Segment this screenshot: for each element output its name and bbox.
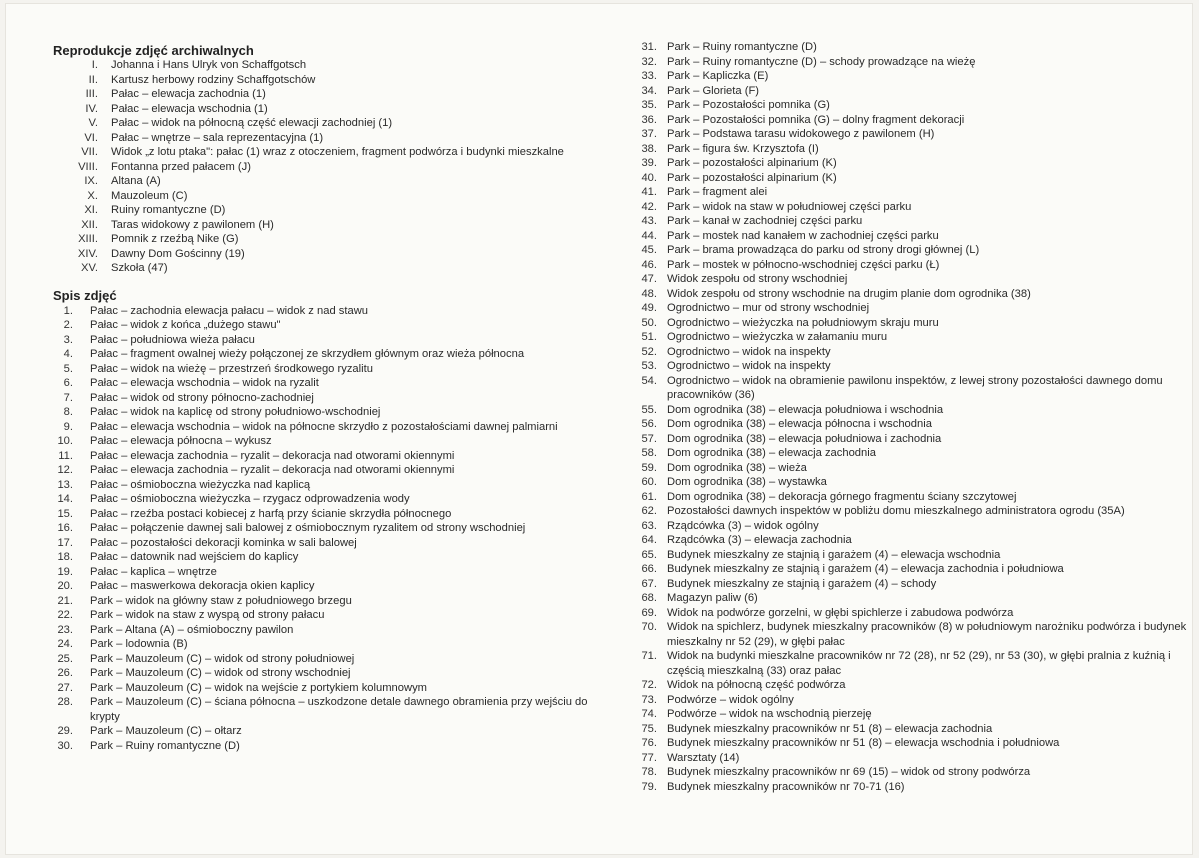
archive-item <box>53 116 613 131</box>
item-number: 17. <box>57 536 73 549</box>
item-number: V. <box>88 117 98 129</box>
photo-list-item <box>631 330 1196 345</box>
item-text: Pałac – datownik nad wejściem do kaplicy <box>90 551 299 563</box>
item-number: VII. <box>81 146 98 158</box>
item-text: Budynek mieszkalny pracowników nr 69 (15) – widok od strony podwórza <box>667 766 1031 778</box>
item-text: Pałac – widok od strony północno-zachodniej <box>90 391 314 404</box>
item-number: 68. <box>641 592 657 604</box>
item-text: Park – brama prowadząca do parku od strony drogi głównej (L) <box>667 244 980 256</box>
photo-list-item <box>631 577 1196 592</box>
item-number: 57. <box>641 432 657 445</box>
item-number: 75. <box>641 722 657 735</box>
item-text: Park – pozostałości alpinarium (K) <box>667 157 837 169</box>
item-text: Park – Mauzoleum (C) – widok od strony wschodniej <box>90 667 351 679</box>
photo-list-item <box>631 432 1196 447</box>
photo-list-item <box>631 171 1196 186</box>
item-text: Dom ogrodnika (38) – elewacja zachodnia <box>667 447 876 459</box>
item-text: Rządcówka (3) – widok ogólny <box>667 519 819 532</box>
item-text: Park – widok na główny staw z południowego brzegu <box>90 594 352 607</box>
archive-list <box>53 58 613 276</box>
item-number: XII. <box>81 218 98 231</box>
photo-list-item <box>53 362 613 377</box>
item-text: Pałac – pozostałości dekoracji kominka w sali balowej <box>90 536 357 549</box>
item-text: Ogrodnictwo – wieżyczka w załamaniu muru <box>667 331 888 343</box>
item-number: 2. <box>63 319 73 331</box>
item-number: 77. <box>641 751 657 764</box>
photo-list-item <box>631 780 1196 795</box>
item-number: 31. <box>641 41 657 53</box>
archive-item <box>53 58 613 73</box>
item-text: Magazyn paliw (6) <box>667 592 758 604</box>
item-number: 38. <box>641 142 657 155</box>
item-number: 1. <box>63 304 73 317</box>
photo-list-item <box>53 724 613 739</box>
item-text: Budynek mieszkalny pracowników nr 51 (8) – elewacja wschodnia i południowa <box>667 737 1060 749</box>
item-text: Park – Pozostałości pomnika (G) <box>667 99 830 111</box>
item-text: Rządcówka (3) – elewacja zachodnia <box>667 534 852 546</box>
archive-item <box>53 189 613 204</box>
photo-list-item <box>53 318 613 333</box>
photo-list-item <box>53 507 613 522</box>
item-number: 54. <box>641 374 657 387</box>
item-number: 79. <box>641 780 657 793</box>
photo-list-item <box>631 519 1196 534</box>
item-text: Dom ogrodnika (38) – elewacja północna i wschodnia <box>667 418 932 430</box>
item-number: 61. <box>641 490 657 503</box>
item-text: Park – Mauzoleum (C) – widok na wejście z portykiem kolumnowym <box>90 681 427 694</box>
item-number: IX. <box>84 175 98 187</box>
item-number: X. <box>87 189 98 202</box>
item-text: Dom ogrodnika (38) – dekoracja górnego fragmentu ściany szczytowej <box>667 490 1017 503</box>
photo-list-item <box>631 751 1196 766</box>
item-number: II. <box>88 73 98 86</box>
item-number: 11. <box>58 449 73 462</box>
item-number: XI. <box>84 204 98 216</box>
item-text: Pałac – połączenie dawnej sali balowej z ośmiobocznym ryzalitem od strony wschodniej <box>90 522 526 534</box>
item-number: 26. <box>57 667 73 679</box>
archive-item <box>53 87 613 102</box>
item-number: 42. <box>641 200 657 213</box>
item-text: Pałac – zachodnia elewacja pałacu – widok z nad stawu <box>90 304 368 317</box>
photo-list-item <box>631 678 1196 693</box>
item-number: 43. <box>641 215 657 227</box>
item-text: Pałac – widok na północną część elewacji zachodniej (1) <box>111 117 393 129</box>
item-text: Warsztaty (14) <box>667 751 740 764</box>
item-number: 30. <box>57 739 73 752</box>
archive-item <box>53 261 613 276</box>
item-text: Pałac – południowa wieża pałacu <box>90 333 255 346</box>
item-number: 51. <box>641 331 657 343</box>
photo-list-item <box>631 316 1196 331</box>
photo-list-item <box>631 55 1196 70</box>
item-text: Pałac – elewacja północna – wykusz <box>90 435 272 447</box>
item-number: 56. <box>641 418 657 430</box>
item-number: 48. <box>641 287 657 300</box>
document-page <box>6 4 1192 854</box>
item-number: 39. <box>641 157 657 169</box>
photo-list-item <box>631 200 1196 215</box>
item-text: Park – figura św. Krzysztofa (I) <box>667 142 819 155</box>
item-text: Taras widokowy z pawilonem (H) <box>111 218 274 231</box>
item-number: 7. <box>63 391 73 404</box>
item-number: 40. <box>641 171 657 184</box>
photo-list-item <box>631 345 1196 360</box>
item-number: 28. <box>57 696 73 708</box>
left-column <box>53 43 613 753</box>
item-text: Budynek mieszkalny ze stajnią i garażem (4) – elewacja zachodnia i południowa <box>667 563 1064 575</box>
item-number: 35. <box>641 99 657 111</box>
item-number: 32. <box>641 55 657 68</box>
photo-list-item <box>631 127 1196 142</box>
photo-list-item <box>53 565 613 580</box>
item-text: Widok na północną część podwórza <box>667 679 846 691</box>
photo-list-item <box>631 736 1196 751</box>
photo-list-item <box>53 550 613 565</box>
item-text: Widok zespołu od strony wschodnie na drugim planie dom ogrodnika (38) <box>667 287 1031 300</box>
photo-list-item <box>53 304 613 319</box>
item-text: Park – pozostałości alpinarium (K) <box>667 171 837 184</box>
photo-list-item <box>53 739 613 754</box>
item-number: 45. <box>641 244 657 256</box>
item-text: Pałac – elewacja wschodnia (1) <box>111 102 268 115</box>
item-text: Pałac – widok z końca „dużego stawu" <box>90 319 281 331</box>
item-text: Pałac – elewacja zachodnia (1) <box>111 88 266 100</box>
item-number: 72. <box>641 679 657 691</box>
item-text: Dom ogrodnika (38) – wystawka <box>667 476 827 488</box>
item-text: Pałac – elewacja wschodnia – widok na północne skrzydło z pozostałościami dawnej palmiarni <box>90 420 558 433</box>
item-text: Pałac – kaplica – wnętrze <box>90 565 217 578</box>
item-number: 44. <box>641 229 657 242</box>
photo-list-item <box>53 478 613 493</box>
item-number: 65. <box>641 548 657 561</box>
archive-item <box>53 73 613 88</box>
photo-list-item <box>631 606 1196 621</box>
item-text: Ogrodnictwo – wieżyczka na południowym skraju muru <box>667 316 939 329</box>
archive-item <box>53 174 613 189</box>
item-text: Ruiny romantyczne (D) <box>111 204 226 216</box>
item-text: Widok na budynki mieszkalne pracowników nr 72 (28), nr 52 (29), nr 53 (30), w głębi pralnia z kuźnią i częścią mieszkalną (33) oraz pałac <box>667 650 1171 677</box>
photo-list-item <box>53 521 613 536</box>
item-number: 62. <box>641 505 657 517</box>
item-text: Park – widok na staw z wyspą od strony pałacu <box>90 609 325 621</box>
item-text: Park – kanał w zachodniej części parku <box>667 215 863 227</box>
photo-list-item <box>53 347 613 362</box>
item-number: 70. <box>641 621 657 633</box>
photo-list-item <box>53 449 613 464</box>
item-text: Fontanna przed pałacem (J) <box>111 160 251 173</box>
item-number: 55. <box>641 403 657 416</box>
item-number: 63. <box>641 519 657 532</box>
item-number: 64. <box>641 534 657 546</box>
item-text: Podwórze – widok ogólny <box>667 693 794 706</box>
photo-list-item <box>53 492 613 507</box>
photo-list-item <box>631 475 1196 490</box>
photo-list-item <box>631 185 1196 200</box>
item-number: 73. <box>641 693 657 706</box>
photo-list-item <box>631 156 1196 171</box>
item-text: Park – lodownia (B) <box>90 638 188 650</box>
item-text: Widok na spichlerz, budynek mieszkalny pracowników (8) w południowym narożniku podwórza i budynek mieszkalny nr 52 (29), w głębi pałac <box>667 621 1187 648</box>
photo-list-item <box>631 214 1196 229</box>
item-number: XIII. <box>78 233 98 245</box>
item-number: 36. <box>641 113 657 126</box>
item-text: Budynek mieszkalny ze stajnią i garażem (4) – schody <box>667 577 937 590</box>
item-number: 23. <box>57 623 73 636</box>
photo-list-item <box>631 417 1196 432</box>
item-text: Pomnik z rzeźbą Nike (G) <box>111 233 239 245</box>
item-text: Ogrodnictwo – widok na inspekty <box>667 345 831 358</box>
photo-list-item <box>631 490 1196 505</box>
item-text: Pałac – fragment owalnej wieży połączonej ze skrzydłem głównym oraz wieża północna <box>90 348 525 360</box>
item-number: 27. <box>57 681 73 694</box>
item-number: 16. <box>57 522 73 534</box>
item-text: Pałac – ośmioboczna wieżyczka – rzygacz odprowadzenia wody <box>90 493 410 505</box>
item-text: Park – Mauzoleum (C) – ołtarz <box>90 725 242 737</box>
photo-list-item <box>631 649 1196 678</box>
item-text: Park – Ruiny romantyczne (D) <box>90 739 240 752</box>
photo-list-item <box>631 765 1196 780</box>
photo-list-item <box>631 722 1196 737</box>
item-text: Widok zespołu od strony wschodniej <box>667 273 848 285</box>
item-number: 74. <box>641 708 657 720</box>
item-number: 49. <box>641 302 657 314</box>
item-number: 10. <box>57 435 73 447</box>
item-number: 52. <box>641 345 657 358</box>
photo-list-item <box>631 142 1196 157</box>
photo-list-item <box>631 562 1196 577</box>
photo-list-item <box>53 608 613 623</box>
item-text: Pałac – widok na wieżę – przestrzeń środkowego ryzalitu <box>90 362 373 375</box>
item-text: Park – Kapliczka (E) <box>667 70 769 82</box>
item-number: 3. <box>63 333 73 346</box>
photo-list-item <box>53 536 613 551</box>
item-number: 59. <box>641 461 657 474</box>
archive-heading: Reprodukcje zdjęć archiwalnych <box>53 43 254 58</box>
item-text: Pałac – elewacja zachodnia – ryzalit – dekoracja nad otworami okiennymi <box>90 449 455 462</box>
photo-list-item <box>53 594 613 609</box>
photo-list-item <box>53 695 613 724</box>
photo-list-item <box>53 637 613 652</box>
item-number: 29. <box>57 725 73 737</box>
photo-list-item <box>53 623 613 638</box>
item-number: 12. <box>57 464 73 476</box>
item-number: 46. <box>641 258 657 271</box>
photo-list-item <box>53 333 613 348</box>
item-text: Park – Ruiny romantyczne (D) <box>667 41 817 53</box>
photo-list-item <box>53 405 613 420</box>
item-text: Widok „z lotu ptaka": pałac (1) wraz z otoczeniem, fragment podwórza i budynki mieszkalne <box>111 146 564 158</box>
item-text: Kartusz herbowy rodziny Schaffgotschów <box>111 73 316 86</box>
item-number: 67. <box>641 577 657 590</box>
photo-list-item <box>53 666 613 681</box>
photo-list-item <box>631 504 1196 519</box>
photo-list-item <box>631 359 1196 374</box>
item-number: 69. <box>641 606 657 619</box>
archive-item <box>53 247 613 262</box>
item-number: 24. <box>57 638 73 650</box>
archive-item <box>53 218 613 233</box>
item-text: Podwórze – widok na wschodnią pierzeję <box>667 708 872 720</box>
item-text: Szkoła (47) <box>111 262 168 274</box>
item-text: Dom ogrodnika (38) – wieża <box>667 461 807 474</box>
item-number: VI. <box>84 131 98 144</box>
item-number: 13. <box>57 478 73 491</box>
photo-list-item <box>631 374 1196 403</box>
item-number: 14. <box>57 493 73 505</box>
item-number: 37. <box>641 128 657 140</box>
photo-list-item <box>53 579 613 594</box>
photo-list-left <box>53 304 613 754</box>
item-number: III. <box>85 88 98 100</box>
item-number: 78. <box>641 766 657 778</box>
item-number: 22. <box>57 609 73 621</box>
item-text: Park – Glorieta (F) <box>667 84 760 97</box>
item-text: Park – Ruiny romantyczne (D) – schody prowadzące na wieżę <box>667 55 976 68</box>
photo-list-item <box>631 287 1196 302</box>
archive-item <box>53 131 613 146</box>
item-number: 66. <box>641 563 657 575</box>
photo-list-item <box>631 272 1196 287</box>
item-text: Pałac – wnętrze – sala reprezentacyjna (1) <box>111 131 324 144</box>
item-text: Ogrodnictwo – widok na inspekty <box>667 360 831 372</box>
item-text: Park – Podstawa tarasu widokowego z pawilonem (H) <box>667 128 935 140</box>
item-text: Park – Mauzoleum (C) – widok od strony południowej <box>90 652 355 665</box>
item-number: 34. <box>641 84 657 97</box>
item-number: 53. <box>641 360 657 372</box>
item-number: 71. <box>641 650 657 662</box>
photo-list-item <box>631 98 1196 113</box>
item-number: 15. <box>57 507 73 520</box>
item-text: Dawny Dom Gościnny (19) <box>111 247 245 260</box>
photo-list-item <box>631 461 1196 476</box>
item-text: Pałac – elewacja zachodnia – ryzalit – dekoracja nad otworami okiennymi <box>90 464 455 476</box>
item-text: Ogrodnictwo – mur od strony wschodniej <box>667 302 870 314</box>
item-text: Pałac – maswerkowa dekoracja okien kaplicy <box>90 580 315 592</box>
photo-list-item <box>631 84 1196 99</box>
photo-list-heading: Spis zdjęć <box>53 287 117 303</box>
photo-list-item <box>631 229 1196 244</box>
right-column <box>631 40 1196 794</box>
archive-item <box>53 160 613 175</box>
item-number: 5. <box>63 362 73 375</box>
item-number: XIV. <box>77 247 98 260</box>
item-number: I. <box>91 59 98 71</box>
item-number: 58. <box>641 447 657 459</box>
item-text: Johanna i Hans Ulryk von Schaffgotsch <box>111 59 307 71</box>
item-text: Park – mostek w północno-wschodniej części parku (Ł) <box>667 258 940 271</box>
item-number: 8. <box>63 406 73 418</box>
item-text: Park – Altana (A) – ośmioboczny pawilon <box>90 623 294 636</box>
photo-list-item <box>53 420 613 435</box>
photo-list-item <box>631 258 1196 273</box>
item-text: Budynek mieszkalny pracowników nr 51 (8) – elewacja zachodnia <box>667 722 993 735</box>
item-text: Budynek mieszkalny pracowników nr 70-71 (16) <box>667 780 905 793</box>
item-number: 21. <box>57 594 73 607</box>
item-number: 20. <box>57 580 73 592</box>
item-number: 50. <box>641 316 657 329</box>
archive-item <box>53 203 613 218</box>
photo-list-item <box>631 113 1196 128</box>
item-number: IV. <box>85 102 98 115</box>
item-text: Park – Mauzoleum (C) – ściana północna – uszkodzone detale dawnego obramienia przy wejściu do krypty <box>90 696 588 723</box>
photo-list-item <box>631 533 1196 548</box>
photo-list-item <box>53 434 613 449</box>
item-number: 19. <box>57 565 73 578</box>
item-number: 41. <box>641 186 657 198</box>
item-number: VIII. <box>78 160 98 173</box>
archive-item <box>53 102 613 117</box>
item-text: Budynek mieszkalny ze stajnią i garażem (4) – elewacja wschodnia <box>667 548 1001 561</box>
photo-list-item <box>631 693 1196 708</box>
item-text: Ogrodnictwo – widok na obramienie pawilonu inspektów, z lewej strony pozostałości dawnego domu pracowników (36) <box>667 374 1163 401</box>
item-text: Dom ogrodnika (38) – elewacja południowa i zachodnia <box>667 432 942 445</box>
item-number: 18. <box>57 551 73 563</box>
photo-list-item <box>631 707 1196 722</box>
photo-list-item <box>53 391 613 406</box>
item-number: 33. <box>641 70 657 82</box>
item-number: 60. <box>641 476 657 488</box>
photo-list-item <box>631 40 1196 55</box>
archive-item <box>53 145 613 160</box>
item-text: Pałac – elewacja wschodnia – widok na ryzalit <box>90 377 319 389</box>
item-text: Park – widok na staw w południowej części parku <box>667 200 912 213</box>
photo-list-item <box>53 463 613 478</box>
photo-list-item <box>53 681 613 696</box>
photo-list-item <box>53 376 613 391</box>
photo-list-item <box>631 403 1196 418</box>
photo-list-item <box>631 69 1196 84</box>
item-text: Park – Pozostałości pomnika (G) – dolny fragment dekoracji <box>667 113 965 126</box>
item-text: Park – fragment alei <box>667 186 768 198</box>
item-number: 4. <box>63 348 73 360</box>
item-text: Altana (A) <box>111 175 161 187</box>
item-number: 47. <box>641 273 657 285</box>
photo-list-item <box>631 548 1196 563</box>
item-text: Widok na podwórze gorzelni, w głębi spichlerze i zabudowa podwórza <box>667 606 1014 619</box>
photo-list-item <box>631 446 1196 461</box>
item-number: XV. <box>80 262 98 274</box>
item-number: 76. <box>641 737 657 749</box>
item-text: Pozostałości dawnych inspektów w pobliżu domu mieszkalnego administratora ogrodu (35A) <box>667 505 1125 517</box>
photo-list-item <box>631 591 1196 606</box>
photo-list-item <box>53 652 613 667</box>
item-number: 25. <box>57 652 73 665</box>
item-text: Pałac – ośmioboczna wieżyczka nad kaplicą <box>90 478 311 491</box>
item-number: 6. <box>63 377 73 389</box>
photo-list-item <box>631 620 1196 649</box>
item-number: 9. <box>63 420 73 433</box>
item-text: Pałac – rzeźba postaci kobiecej z harfą przy ścianie skrzydła północnego <box>90 507 452 520</box>
photo-list-right <box>631 40 1196 794</box>
item-text: Pałac – widok na kaplicę od strony południowo-wschodniej <box>90 406 381 418</box>
photo-list-item <box>631 301 1196 316</box>
item-text: Park – mostek nad kanałem w zachodniej części parku <box>667 229 939 242</box>
item-text: Dom ogrodnika (38) – elewacja południowa i wschodnia <box>667 403 944 416</box>
photo-list-item <box>631 243 1196 258</box>
item-text: Mauzoleum (C) <box>111 189 188 202</box>
archive-item <box>53 232 613 247</box>
